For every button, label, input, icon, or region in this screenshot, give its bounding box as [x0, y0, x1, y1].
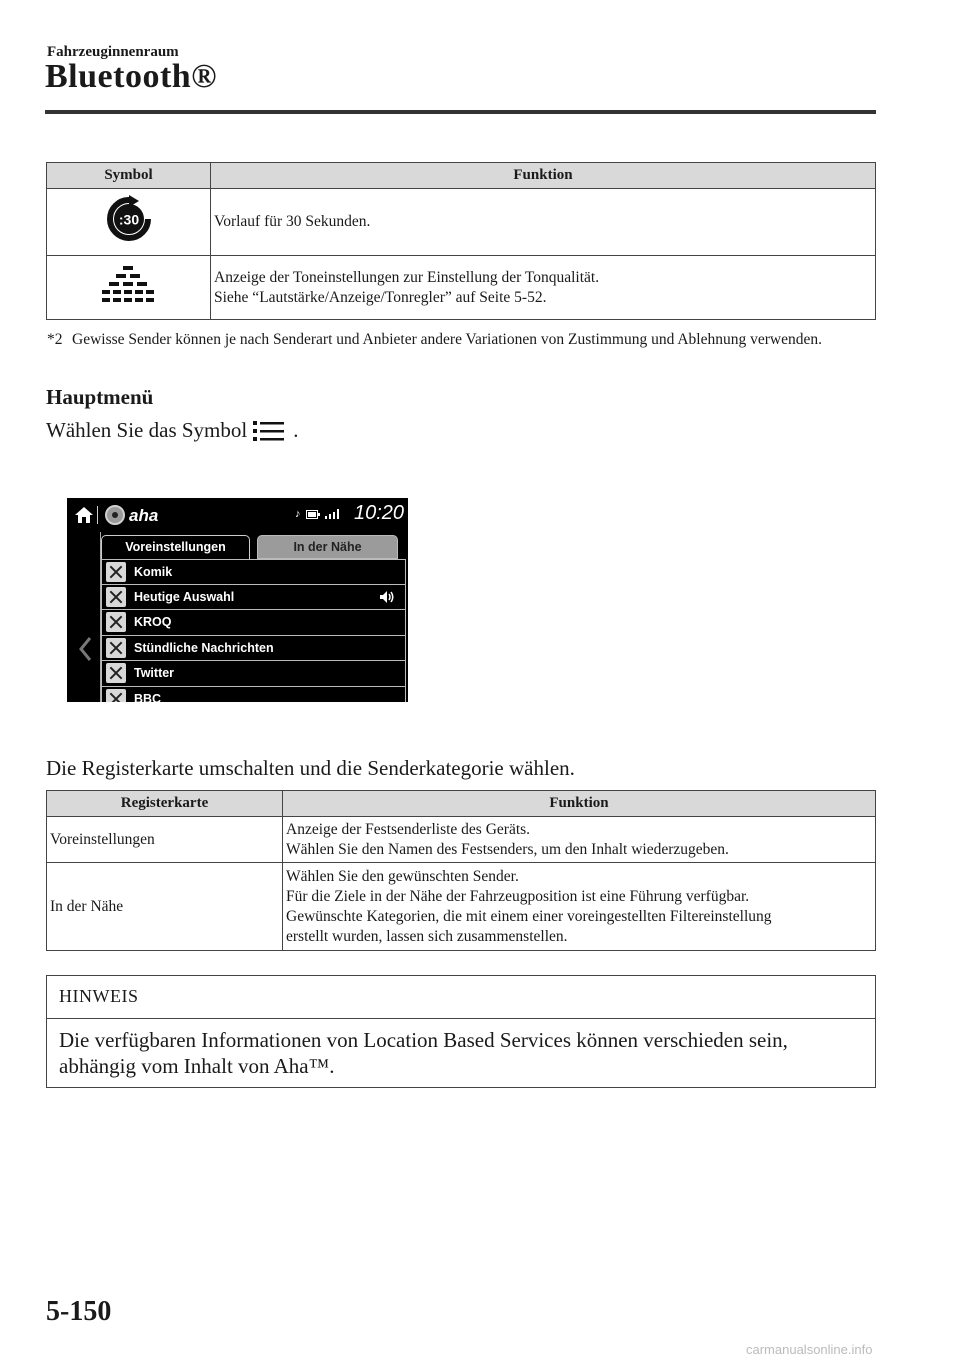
battery-icon [306, 510, 320, 519]
table-row [47, 256, 876, 320]
table-row [47, 817, 876, 863]
station-logo-icon [106, 663, 126, 683]
speaker-playing-icon [379, 590, 395, 604]
section-label: Fahrzeuginnenraum [47, 44, 179, 60]
function-line: Wählen Sie den gewünschten Sender. [286, 867, 519, 885]
function-line: Siehe “Lautstärke/Anzeige/Tonregler” auf Seite 5-52. [214, 288, 547, 306]
screen-status-bar [67, 498, 408, 532]
instruction-end: . [293, 418, 299, 442]
register-cell: Voreinstellungen [47, 817, 283, 863]
hauptmenu-heading: Hauptmenü [46, 385, 154, 409]
function-cell [211, 256, 876, 320]
function-line: Anzeige der Festsenderliste des Geräts. [286, 820, 531, 838]
symbol-cell [47, 189, 211, 256]
list-item[interactable] [101, 610, 406, 636]
station-label: Heutige Auswahl [134, 589, 235, 604]
skip-icon-label: :30 [118, 211, 139, 228]
col-symbol-header: Symbol [47, 163, 211, 189]
col-register-header: Registerkarte [47, 791, 283, 817]
chevron-left-icon[interactable] [79, 637, 91, 661]
tab-voreinstellungen[interactable]: Voreinstellungen [101, 535, 250, 559]
station-label: BBC [134, 691, 162, 702]
function-line: Anzeige der Toneinstellungen zur Einstellung der Tonqualität. [214, 268, 600, 286]
watermark: carmanualsonline.info [746, 1342, 873, 1357]
app-name: aha [129, 506, 159, 525]
function-line: Für die Ziele in der Nähe der Fahrzeugposition ist eine Führung verfügbar. [286, 887, 750, 905]
footnote-text: Gewisse Sender können je nach Senderart und Anbieter andere Variationen von Zustimmung und Ablehnung verwenden. [72, 331, 822, 348]
home-icon[interactable] [74, 506, 94, 524]
station-logo-icon [106, 587, 126, 607]
table-header-row [47, 163, 876, 189]
equalizer-icon [102, 264, 156, 306]
instruction-text: Wählen Sie das Symbol [46, 418, 248, 442]
list-item[interactable] [101, 636, 406, 662]
page-number: 5-150 [46, 1296, 112, 1327]
station-list [101, 559, 406, 702]
function-cell [283, 863, 876, 951]
divider [97, 506, 98, 524]
footnote-mark: *2 [47, 331, 63, 348]
function-cell [283, 817, 876, 863]
list-menu-icon [253, 419, 285, 443]
register-cell: In der Nähe [47, 863, 283, 951]
note-heading: HINWEIS [47, 976, 875, 1019]
col-function-header: Funktion [211, 163, 876, 189]
tab-in-der-naehe[interactable]: In der Nähe [257, 535, 398, 559]
clock: 10:20 [354, 502, 405, 524]
function-line: Gewünschte Kategorien, die mit einem einer voreingestellten Filtereinstellung [286, 907, 772, 925]
signal-icon [325, 509, 341, 519]
col-function-header: Funktion [283, 791, 876, 817]
note-box [46, 975, 876, 1088]
list-item[interactable] [101, 559, 406, 585]
list-item[interactable] [101, 661, 406, 687]
function-cell: Vorlauf für 30 Sekunden. [211, 189, 876, 256]
station-logo-icon [106, 562, 126, 582]
page-title: Bluetooth® [45, 58, 218, 95]
station-label: Twitter [134, 666, 175, 681]
aha-screen [67, 498, 408, 702]
list-item[interactable] [101, 687, 406, 703]
station-label: Komik [134, 564, 173, 579]
title-rule [45, 110, 876, 114]
table-row [47, 863, 876, 951]
screen-caption: Die Registerkarte umschalten und die Senderkategorie wählen. [46, 756, 575, 780]
skip-forward-30-icon [105, 195, 153, 243]
table-header-row [47, 791, 876, 817]
hauptmenu-instruction [46, 418, 298, 443]
aha-logo-icon [105, 505, 125, 525]
status-icons [295, 508, 341, 520]
note-text: Die verfügbaren Informationen von Location Based Services können verschieden sein, abhängig vom Inhalt von Aha™. [59, 1028, 788, 1078]
station-label: Stündliche Nachrichten [134, 640, 274, 655]
register-table [46, 790, 876, 951]
function-line: Wählen Sie den Namen des Festsenders, um den Inhalt wiederzugeben. [286, 840, 729, 858]
station-logo-icon [106, 638, 126, 658]
footnote [47, 330, 877, 350]
symbol-cell [47, 256, 211, 320]
list-item[interactable] [101, 585, 406, 611]
station-logo-icon [106, 612, 126, 632]
function-line: erstellt wurden, lassen sich zusammenstellen. [286, 927, 568, 945]
station-label: KROQ [134, 615, 172, 630]
station-logo-icon [106, 689, 126, 702]
left-panel [67, 532, 101, 702]
table-row [47, 189, 876, 256]
music-note-icon: ♪ [295, 508, 301, 520]
symbol-table [46, 162, 876, 320]
